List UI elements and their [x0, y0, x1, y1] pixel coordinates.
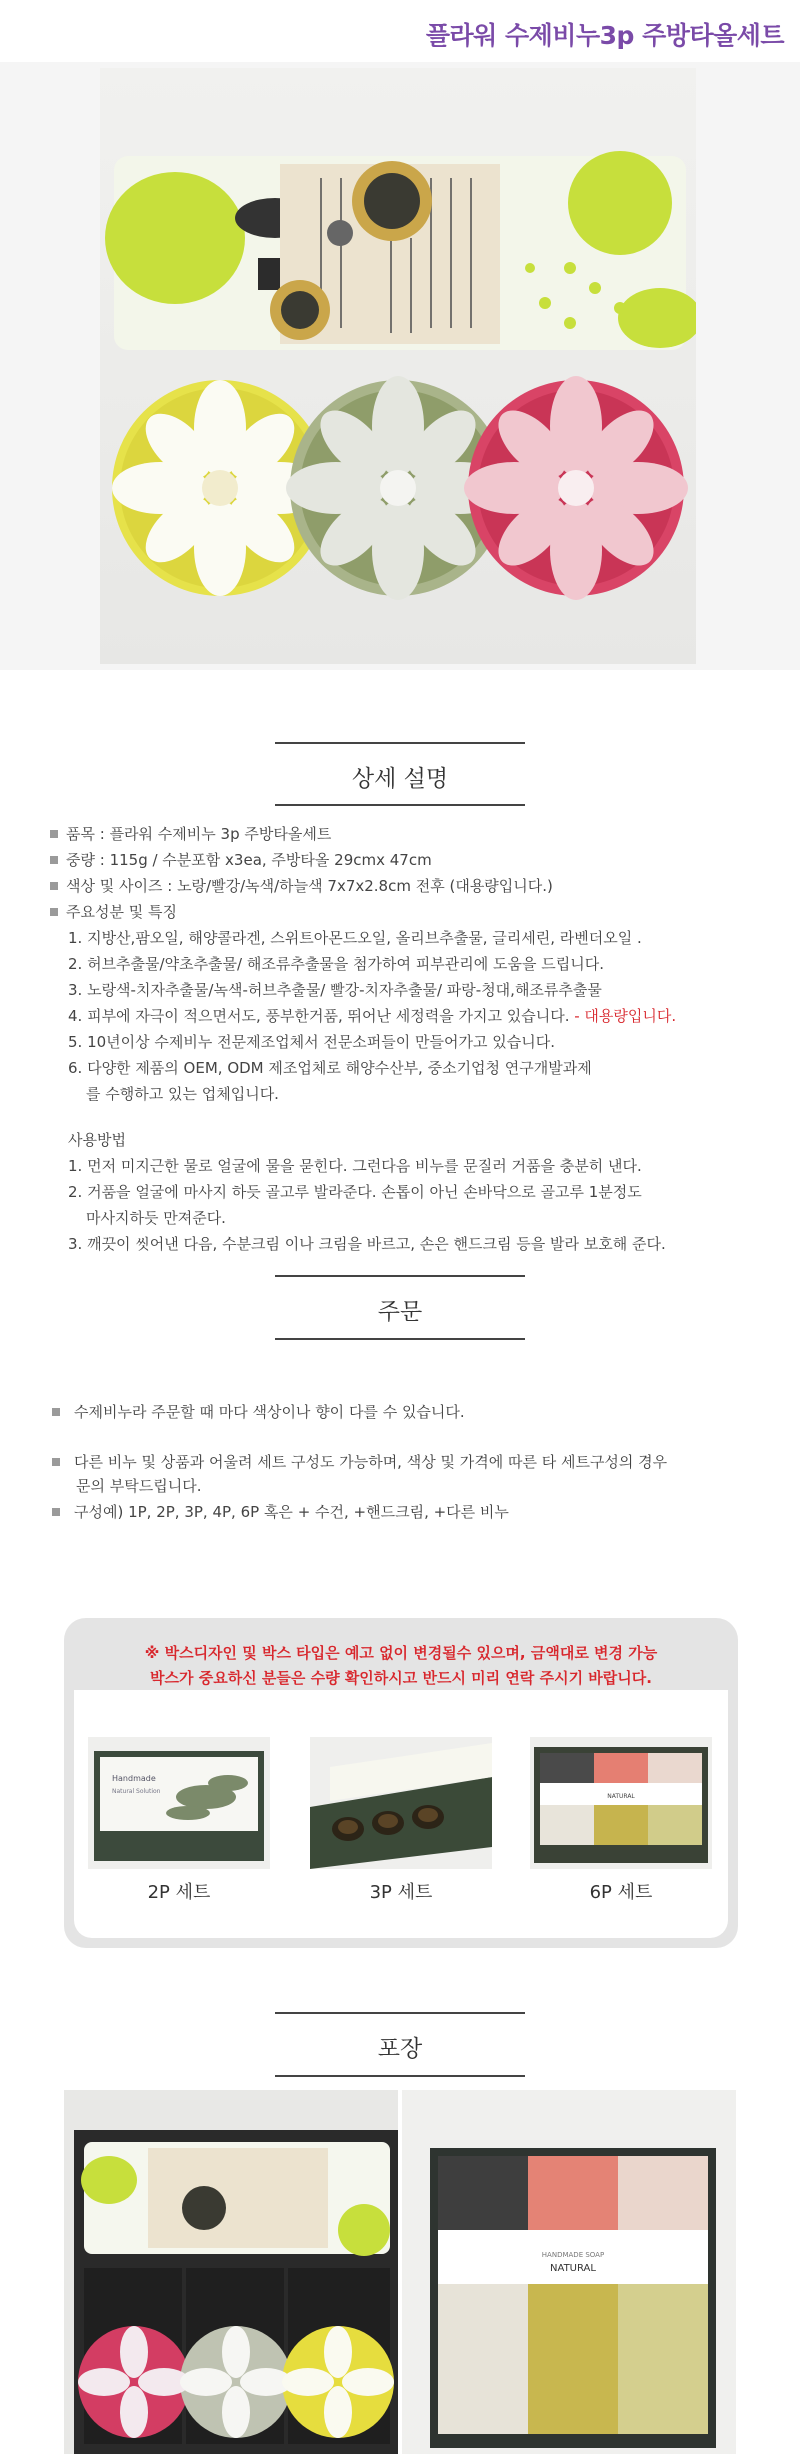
- detail-feature-1: 1. 지방산,팜오일, 해양콜라겐, 스위트아몬드오일, 올리브추출물, 글리세린, 라벤더오일 .: [68, 929, 642, 947]
- set-2p-photo: [88, 1737, 270, 1869]
- detail-feature-5: 5. 10년이상 수제비누 전문제조업체서 전문소퍼들이 만들어가고 있습니다.: [68, 1033, 555, 1051]
- set-3p-photo: [310, 1737, 492, 1869]
- soap-towel-set-image: [100, 68, 696, 664]
- packaging-heading-line-top: [275, 2012, 525, 2014]
- closed-box-image: [402, 2090, 736, 2454]
- open-box-image: [64, 2090, 398, 2454]
- detail-feature-4: 4. 피부에 자극이 적으면서도, 풍부한거품, 뛰어난 세정력을 가지고 있습니다. - 대용량입니다.: [68, 1007, 677, 1025]
- detail-feature-6-cont: 를 수행하고 있는 업체입니다.: [86, 1085, 279, 1103]
- bullet-icon: [50, 908, 58, 916]
- bullet-icon: [50, 830, 58, 838]
- detail-feature-6: 6. 다양한 제품의 OEM, ODM 제조업체로 해양수산부, 중소기업청 연구개발과제: [68, 1059, 592, 1077]
- svg-text:NATURAL: NATURAL: [607, 1793, 635, 1800]
- svg-text:NATURAL: NATURAL: [550, 2263, 596, 2274]
- set-6p-photo: [530, 1737, 712, 1869]
- order-heading-line-bottom: [275, 1338, 525, 1340]
- large-size-note: - 대용량입니다.: [574, 1007, 677, 1025]
- order-heading-line-top: [275, 1275, 525, 1277]
- packaging-photo-open: [64, 2090, 398, 2454]
- detail-heading-line-top: [275, 742, 525, 744]
- box-notice-line-2: 박스가 중요하신 분들은 수량 확인하시고 반드시 미리 연락 주시기 바랍니다.: [150, 1669, 652, 1687]
- set-2p-label: 2P 세트: [147, 1882, 211, 1903]
- detail-line-ingredients: 주요성분 및 특징: [50, 900, 177, 925]
- bullet-icon: [50, 856, 58, 864]
- order-heading: 주문: [377, 1299, 423, 1325]
- svg-text:Natural Solution: Natural Solution: [112, 1788, 161, 1795]
- usage-step-2: 2. 거품을 얼굴에 마사지 하듯 골고루 발라준다. 손톱이 아닌 손바닥으로 골고루 1분정도: [68, 1183, 642, 1201]
- packaging-heading: 포장: [377, 2036, 423, 2062]
- box-2p-image: [88, 1737, 270, 1869]
- detail-feature-3: 3. 노랑색-치자추출물/녹색-허브추출물/ 빨강-치자추출물/ 파랑-청대,해조류추출물: [68, 981, 602, 999]
- bullet-icon: [52, 1458, 60, 1466]
- detail-heading-line-bottom: [275, 804, 525, 806]
- detail-line-weight: 중량 : 115g / 수분포함 x3ea, 주방타올 29cmx 47cm: [50, 848, 432, 873]
- order-note-example: 구성예) 1P, 2P, 3P, 4P, 6P 혹은 + 수건, +핸드크림, +다른 비누: [52, 1500, 509, 1524]
- bullet-icon: [52, 1408, 60, 1416]
- svg-text:Handmade: Handmade: [112, 1774, 156, 1783]
- box-6p-image: [530, 1737, 712, 1869]
- detail-line-item: 품목 : 플라워 수제비누 3p 주방타올세트: [50, 822, 331, 847]
- usage-title: 사용방법: [68, 1131, 126, 1149]
- order-note-variation: 수제비누라 주문할 때 마다 색상이나 향이 다를 수 있습니다.: [52, 1400, 465, 1424]
- page-title: 플라워 수제비누3p 주방타올세트: [425, 21, 784, 50]
- packaging-heading-line-bottom: [275, 2075, 525, 2077]
- usage-step-1: 1. 먼저 미지근한 물로 얼굴에 물을 묻힌다. 그런다음 비누를 문질러 거품을 충분히 낸다.: [68, 1157, 642, 1175]
- bullet-icon: [50, 882, 58, 890]
- product-photo: [100, 68, 696, 664]
- detail-feature-2: 2. 허브추출물/약초추출물/ 해조류추출물을 첨가하여 피부관리에 도움을 드립니다.: [68, 955, 604, 973]
- packaging-photo-closed: [402, 2090, 736, 2454]
- bullet-icon: [52, 1508, 60, 1516]
- order-note-set-cont: 문의 부탁드립니다.: [76, 1477, 202, 1495]
- usage-step-3: 3. 깨끗이 씻어낸 다음, 수분크림 이나 크림을 바르고, 손은 핸드크림 등을 발라 보호해 준다.: [68, 1235, 666, 1253]
- usage-step-2-cont: 마사지하듯 만져준다.: [86, 1209, 226, 1227]
- box-notice-line-1: ※ 박스디자인 및 박스 타입은 예고 없이 변경될수 있으며, 금액대로 변경 가능: [144, 1644, 658, 1662]
- set-3p-label: 3P 세트: [369, 1882, 433, 1903]
- svg-text:HANDMADE SOAP: HANDMADE SOAP: [541, 2251, 605, 2259]
- order-note-set: 다른 비누 및 상품과 어울려 세트 구성도 가능하며, 색상 및 가격에 따른 타 세트구성의 경우: [52, 1450, 667, 1474]
- box-3p-image: [310, 1737, 492, 1869]
- set-6p-label: 6P 세트: [589, 1882, 653, 1903]
- detail-line-color: 색상 및 사이즈 : 노랑/빨강/녹색/하늘색 7x7x2.8cm 전후 (대용량입니다.): [50, 874, 553, 899]
- detail-heading: 상세 설명: [351, 766, 449, 792]
